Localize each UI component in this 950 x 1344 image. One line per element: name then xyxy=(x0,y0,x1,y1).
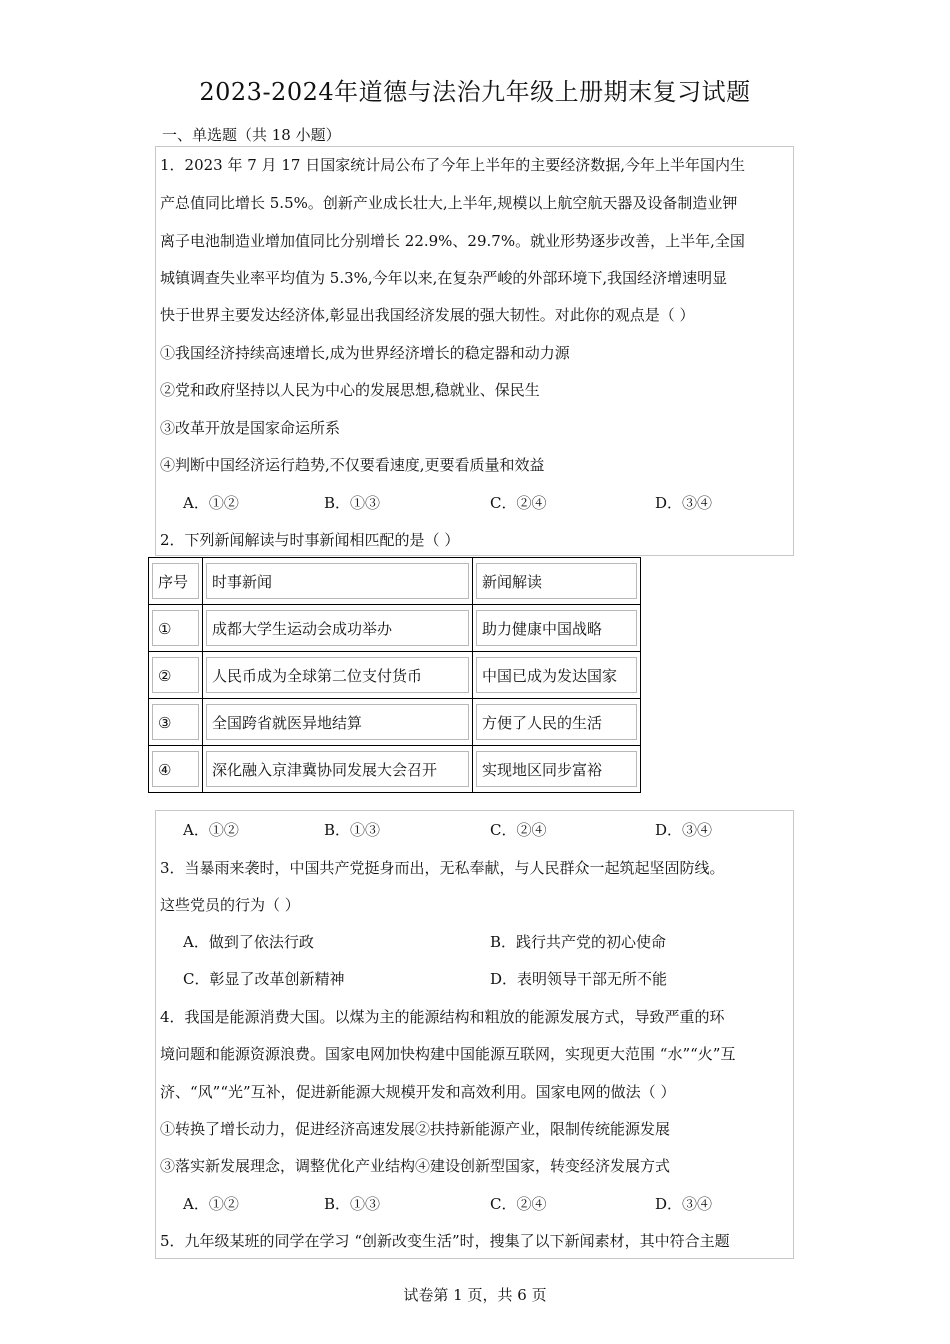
question-1-statement: ③改革开放是国家命运所系 xyxy=(160,419,341,437)
table-header-cell: 序号 xyxy=(152,563,199,599)
question-1-option-c[interactable]: C．②④ xyxy=(490,494,547,512)
question-1-option-d[interactable]: D．③④ xyxy=(655,494,713,512)
section-heading: 一、单选题（共 18 小题） xyxy=(162,126,341,144)
question-1-statement: ②党和政府坚持以人民为中心的发展思想,稳就业、保民生 xyxy=(160,381,540,399)
table-cell: 人民币成为全球第二位支付货币 xyxy=(206,657,469,693)
question-1-statement: ④判断中国经济运行趋势,不仅要看速度,更要看质量和效益 xyxy=(160,456,545,474)
question-2-option-b[interactable]: B．①③ xyxy=(324,821,381,839)
question-4-statement: ①转换了增长动力，促进经济高速发展②扶持新能源产业，限制传统能源发展 xyxy=(160,1120,671,1138)
table-cell: ④ xyxy=(152,751,199,787)
table-cell: ② xyxy=(152,657,199,693)
question-1-line: 1．2023 年 7 月 17 日国家统计局公布了今年上半年的主要经济数据,今年上半年国内生 xyxy=(160,156,745,174)
question-5-line: 5．九年级某班的同学在学习 “创新改变生活”时，搜集了以下新闻素材，其中符合主题 xyxy=(160,1232,730,1250)
table-header-cell: 新闻解读 xyxy=(476,563,637,599)
table-header-row xyxy=(149,558,641,605)
table-header-cell: 时事新闻 xyxy=(206,563,469,599)
table-cell: 中国已成为发达国家 xyxy=(476,657,637,693)
question-4-option-d[interactable]: D．③④ xyxy=(655,1195,713,1213)
question-4-statement: ③落实新发展理念，调整优化产业结构④建设创新型国家，转变经济发展方式 xyxy=(160,1157,671,1175)
page-title: 2023-2024年道德与法治九年级上册期末复习试题 xyxy=(199,78,751,106)
table-cell: 成都大学生运动会成功举办 xyxy=(206,610,469,646)
question-3-option-d[interactable]: D．表明领导干部无所不能 xyxy=(490,970,668,988)
table-row xyxy=(149,699,641,746)
question-1-line: 快于世界主要发达经济体,彰显出我国经济发展的强大韧性。对此你的观点是（ ） xyxy=(160,306,695,324)
question-2-stem: 2．下列新闻解读与时事新闻相匹配的是（ ） xyxy=(160,531,460,549)
question-4-line: 境问题和能源资源浪费。国家电网加快构建中国能源互联网，实现更大范围 “水”“火”互 xyxy=(160,1045,736,1063)
table-cell: 全国跨省就医异地结算 xyxy=(206,704,469,740)
question-4-option-b[interactable]: B．①③ xyxy=(324,1195,381,1213)
question-4-line: 济、“风”“光”互补，促进新能源大规模开发和高效利用。国家电网的做法（ ） xyxy=(160,1083,676,1101)
question-4-option-a[interactable]: A．①② xyxy=(183,1195,239,1213)
table-row xyxy=(149,746,641,793)
question-1-option-b[interactable]: B．①③ xyxy=(324,494,381,512)
question-1-line: 城镇调查失业率平均值为 5.3%,今年以来,在复杂严峻的外部环境下,我国经济增速明显 xyxy=(160,269,728,287)
table-row xyxy=(149,605,641,652)
page-footer: 试卷第 1 页，共 6 页 xyxy=(403,1286,547,1304)
table-cell: 深化融入京津冀协同发展大会召开 xyxy=(206,751,469,787)
question-4-option-c[interactable]: C．②④ xyxy=(490,1195,547,1213)
question-2-option-d[interactable]: D．③④ xyxy=(655,821,713,839)
question-1-option-a[interactable]: A．①② xyxy=(183,494,239,512)
question-3-line: 这些党员的行为（ ） xyxy=(160,896,300,914)
table-cell: ① xyxy=(152,610,199,646)
question-2-option-a[interactable]: A．①② xyxy=(183,821,239,839)
table-cell: 助力健康中国战略 xyxy=(476,610,637,646)
question-1-statement: ①我国经济持续高速增长,成为世界经济增长的稳定器和动力源 xyxy=(160,344,570,362)
table-row xyxy=(149,652,641,699)
table-cell: ③ xyxy=(152,704,199,740)
question-4-line: 4．我国是能源消费大国。以煤为主的能源结构和粗放的能源发展方式，导致严重的环 xyxy=(160,1008,725,1026)
question-3-option-a[interactable]: A．做到了依法行政 xyxy=(183,933,314,951)
question-2-option-c[interactable]: C．②④ xyxy=(490,821,547,839)
table-cell: 方便了人民的生活 xyxy=(476,704,637,740)
question-1-line: 离子电池制造业增加值同比分别增长 22.9%、29.7%。就业形势逐步改善，上半年,全国 xyxy=(160,232,745,250)
question-3-option-c[interactable]: C．彰显了改革创新精神 xyxy=(183,970,345,988)
news-table xyxy=(148,557,641,793)
table-cell: 实现地区同步富裕 xyxy=(476,751,637,787)
question-3-line: 3．当暴雨来袭时，中国共产党挺身而出，无私奉献，与人民群众一起筑起坚固防线。 xyxy=(160,859,725,877)
question-3-option-b[interactable]: B．践行共产党的初心使命 xyxy=(490,933,667,951)
question-1-line: 产总值同比增长 5.5%。创新产业成长壮大,上半年,规模以上航空航天器及设备制造业钾 xyxy=(160,194,738,212)
